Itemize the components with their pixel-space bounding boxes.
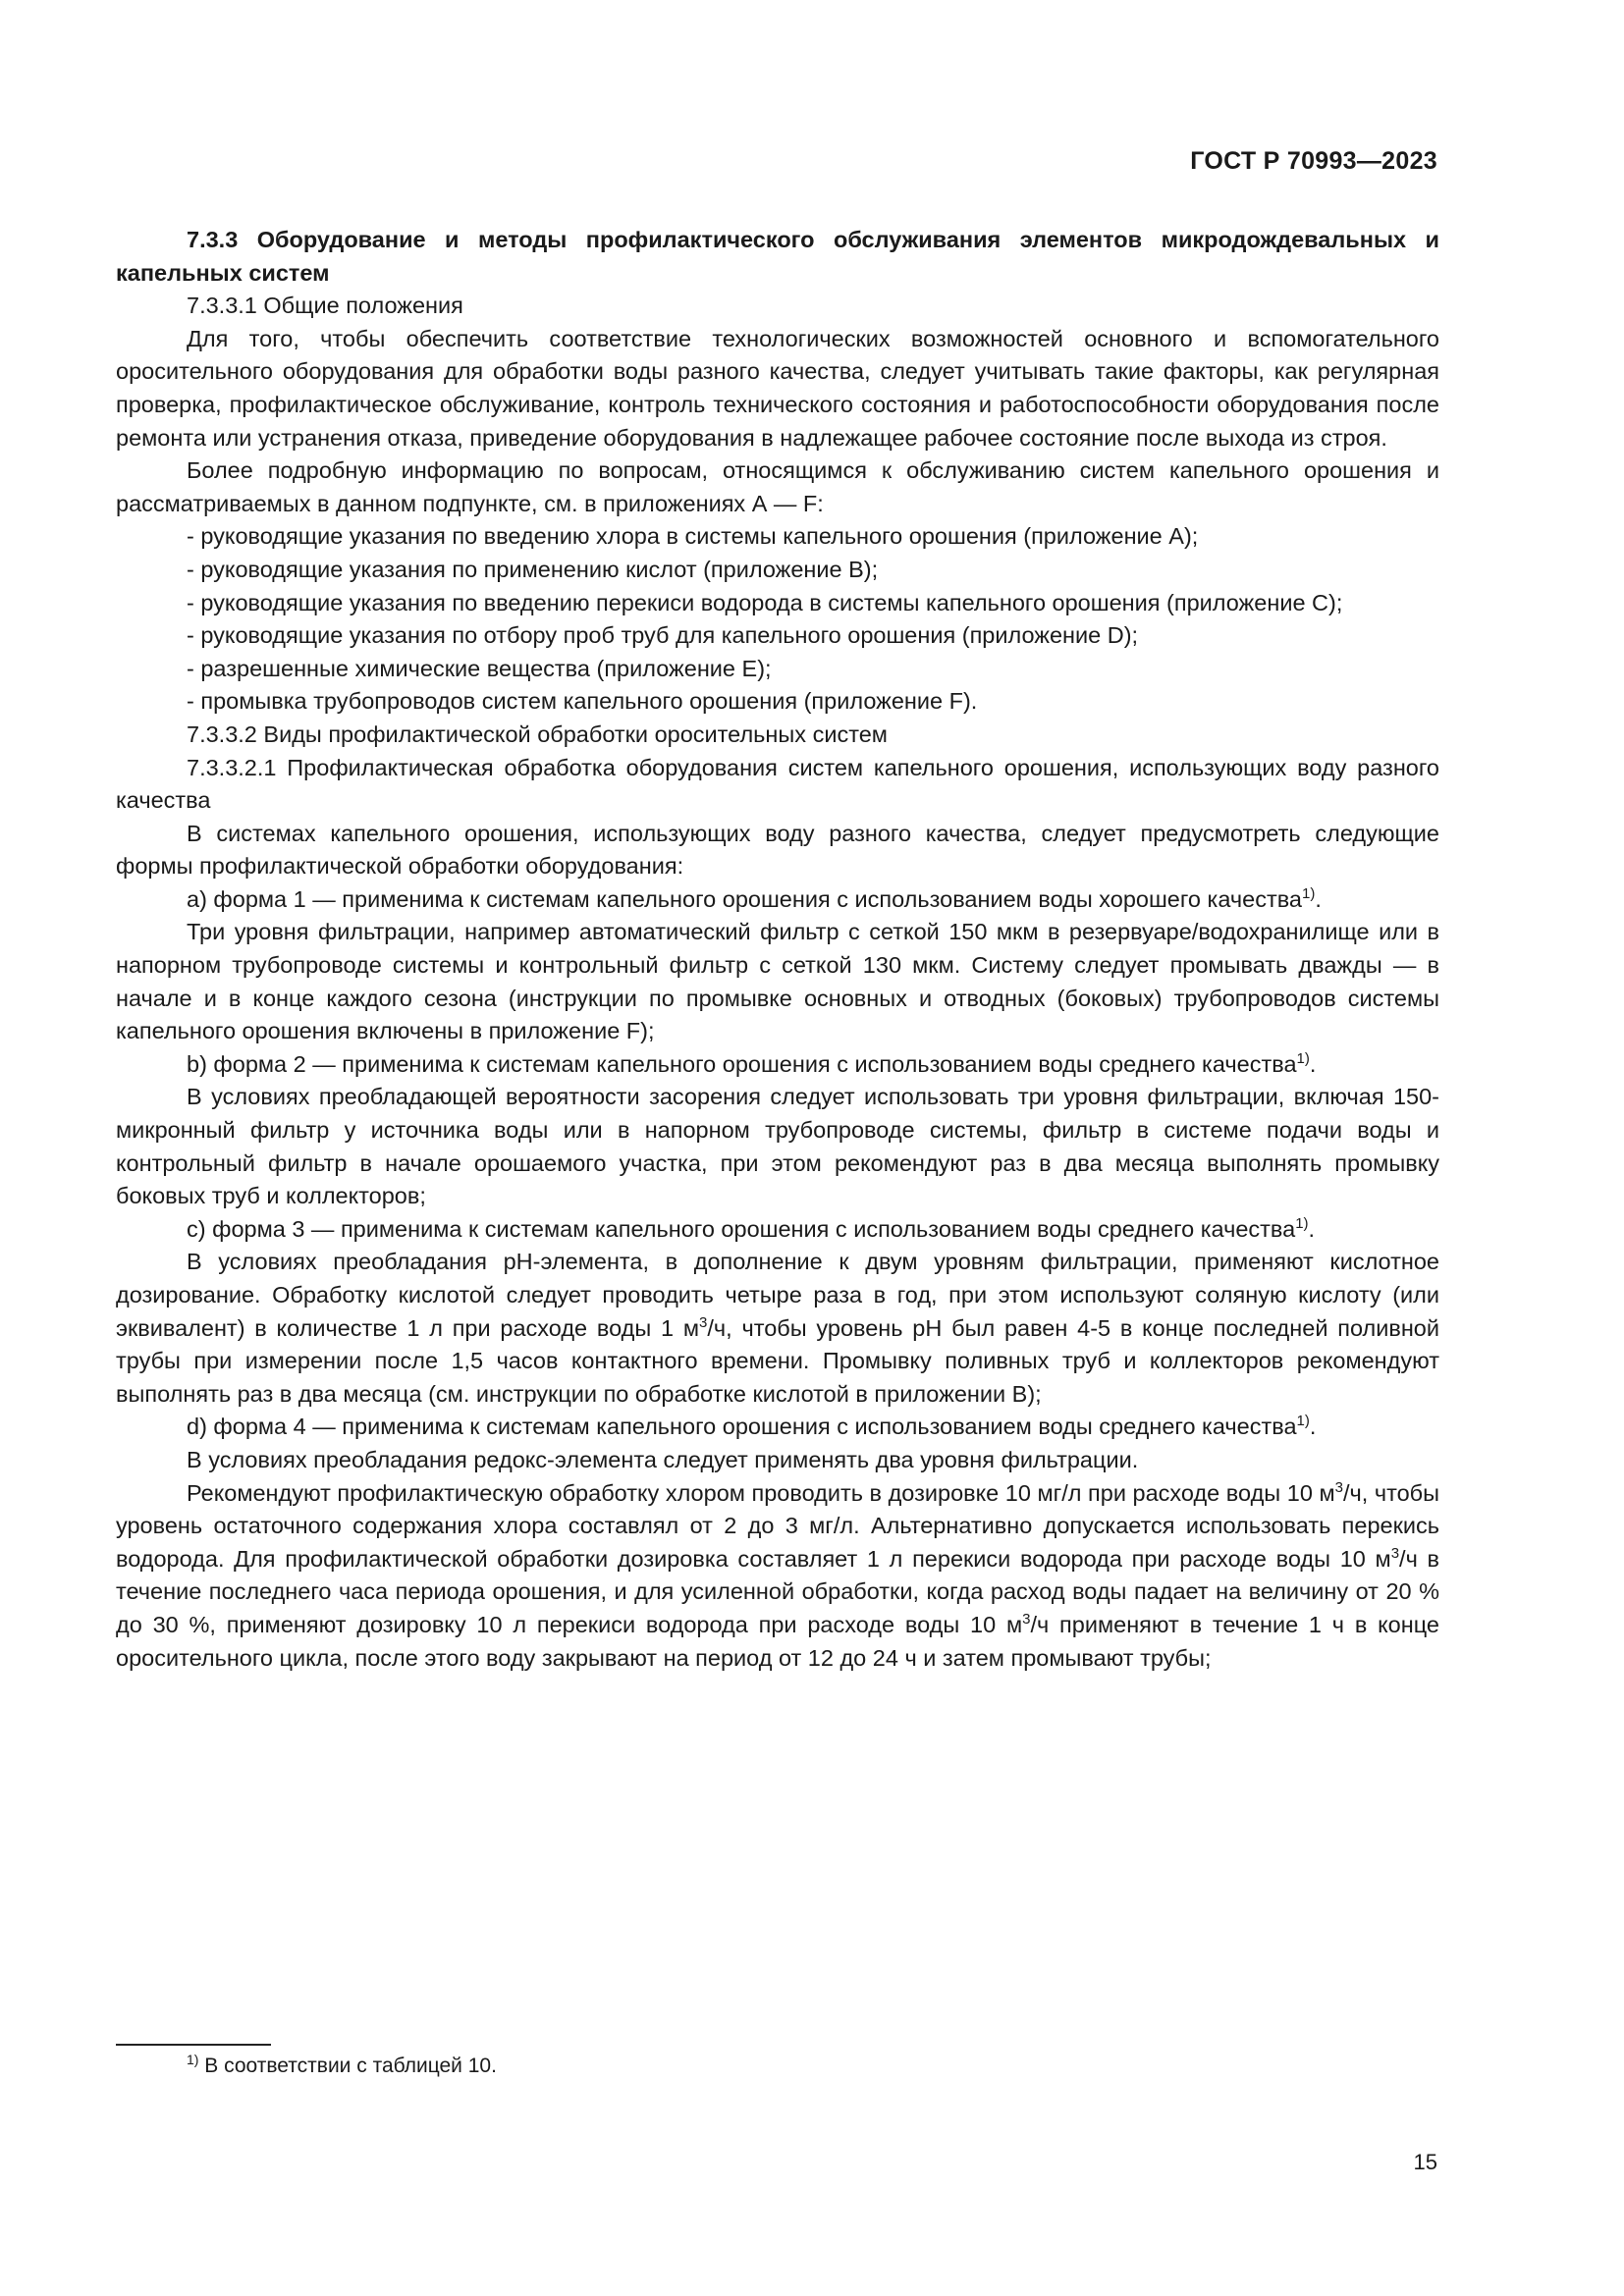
cube-superscript: 3 — [1390, 1544, 1400, 1562]
subsection-title-drip: 7.3.3.2.1 Профилактическая обработка оборудования систем капельного орошения, использующих воду разного качества — [116, 754, 1439, 814]
footnote-divider — [116, 2044, 271, 2046]
paragraph: В условиях преобладания редокс-элемента следует применять два уровня фильтрации. — [187, 1446, 1139, 1472]
form-item-a: а) форма 1 — применима к системам капельного орошения с использованием воды хорошего качества$^{1)}$. — [187, 885, 1322, 912]
footnote-mark: 1) — [187, 2052, 199, 2067]
cube-superscript: 3 — [699, 1313, 708, 1331]
list-item: - разрешенные химические вещества (приложение Е); — [187, 655, 772, 681]
paragraph: Рекомендуют профилактическую обработку хлором проводить в дозировке 10 мг/л при расходе воды 10 $м^3/ч$, чтобы уровень остаточного содержания хлора составлял от 2 до 3 мг/л. Альтернативно допускается использовать перекись водорода. Для профилактической обработки дозировка составляет 1 л перекиси водорода при расходе воды 10 $м^3/ч$ в течение последнего часа периода орошения, и для усиленной обработки, когда расход воды падает на величину от 20 % до 30 %, применяют дозировку 10 л перекиси водорода при расходе воды 10 $м^3/ч$ применяют в течение 1 ч в конце оросительного цикла, после этого воду закрывают на период от 12 до 24 ч и затем промывают трубы; — [116, 1478, 1439, 1671]
body-text — [116, 224, 1439, 1675]
footnote-text: В соответствии с таблицей 10. — [198, 2055, 497, 2077]
subsection-title-types: 7.3.3.2 Виды профилактической обработки оросительных систем — [187, 721, 888, 747]
list-item: - промывка трубопроводов систем капельного орошения (приложение F). — [187, 688, 978, 715]
paragraph: В условиях преобладающей вероятности засорения следует использовать три уровня фильтрации, включая 150-микронный фильтр у источника воды или в напорном трубопроводе системы, фильтр в системе подачи воды и контрольный фильтр в начале орошаемого участка, при этом рекомендуют раз в два месяца выполнять промывку боковых труб и коллекторов; — [116, 1084, 1439, 1209]
footnote-ref: 1) — [1296, 1413, 1310, 1430]
footnote-ref: 1) — [1296, 1050, 1310, 1068]
paragraph: Более подробную информацию по вопросам, относящимся к обслуживанию систем капельного орошения и рассматриваемых в данном подпункте, см. в приложениях А — F: — [116, 457, 1439, 516]
list-item: - руководящие указания по введению хлора в системы капельного орошения (приложение А); — [187, 523, 1199, 550]
paragraph: В системах капельного орошения, использующих воду разного качества, следует предусмотреть следующие формы профилактической обработки оборудования: — [116, 820, 1439, 880]
subsection-title-general: 7.3.3.1 Общие положения — [187, 293, 463, 319]
form-item-c: с) форма 3 — применима к системам капельного орошения с использованием воды среднего качества$^{1)}$. — [187, 1214, 1316, 1242]
footnote — [187, 2052, 497, 2081]
footnote-ref: 1) — [1295, 1214, 1309, 1232]
paragraph: Для того, чтобы обеспечить соответствие технологических возможностей основного и вспомогательного оросительного оборудования для обработки воды разного качества, следует учитывать такие факторы, как регулярная проверка, профилактическое обслуживание, контроль технического состояния и работоспособности оборудования после ремонта или устранения отказа, приведение оборудования в надлежащее рабочее состояние после выхода из строя. — [116, 325, 1439, 451]
cube-superscript: 3 — [1334, 1478, 1343, 1496]
list-item: - руководящие указания по применению кислот (приложение В); — [187, 556, 879, 582]
list-item: - руководящие указания по отбору проб труб для капельного орошения (приложение D); — [187, 622, 1139, 649]
document-code: ГОСТ Р 70993—2023 — [1190, 147, 1437, 175]
section-heading: 7.3.3 Оборудование и методы профилактического обслуживания элементов микродождевальных и капельных систем — [116, 227, 1439, 286]
cube-superscript: 3 — [1022, 1611, 1031, 1629]
paragraph: Три уровня фильтрации, например автоматический фильтр с сеткой 150 мкм в резервуаре/водохранилище или в напорном трубопроводе системы и контрольный фильтр с сеткой 130 мкм. Систему следует промывать дважды — в начале и в конце каждого сезона (инструкции по промывке основных и отводных (боковых) трубопроводов системы капельного орошения включены в приложение F); — [116, 919, 1439, 1044]
paragraph: В условиях преобладания pH-элемента, в дополнение к двум уровням фильтрации, применяют кислотное дозирование. Обработку кислотой следует проводить четыре раза в год, при этом используют соляную кислоту (или эквивалент) в количестве 1 л при расходе воды 1 $м^3/ч$, чтобы уровень pH был равен 4-5 в конце последней поливной трубы при измерении после 1,5 часов контактного времени. Промывку поливных труб и коллекторов рекомендуют выполнять раз в два месяца (см. инструкции по обработке кислотой в приложении В); — [116, 1249, 1439, 1407]
form-item-b: b) форма 2 — применима к системам капельного орошения с использованием воды среднего качества$^{1)}$. — [187, 1050, 1317, 1077]
footnote-ref: 1) — [1302, 885, 1316, 903]
list-item: - руководящие указания по введению перекиси водорода в системы капельного орошения (приложение С); — [187, 589, 1343, 615]
page-number: 15 — [1413, 2150, 1437, 2174]
form-item-d: d) форма 4 — применима к системам капельного орошения с использованием воды среднего качества$^{1)}$. — [187, 1413, 1317, 1440]
